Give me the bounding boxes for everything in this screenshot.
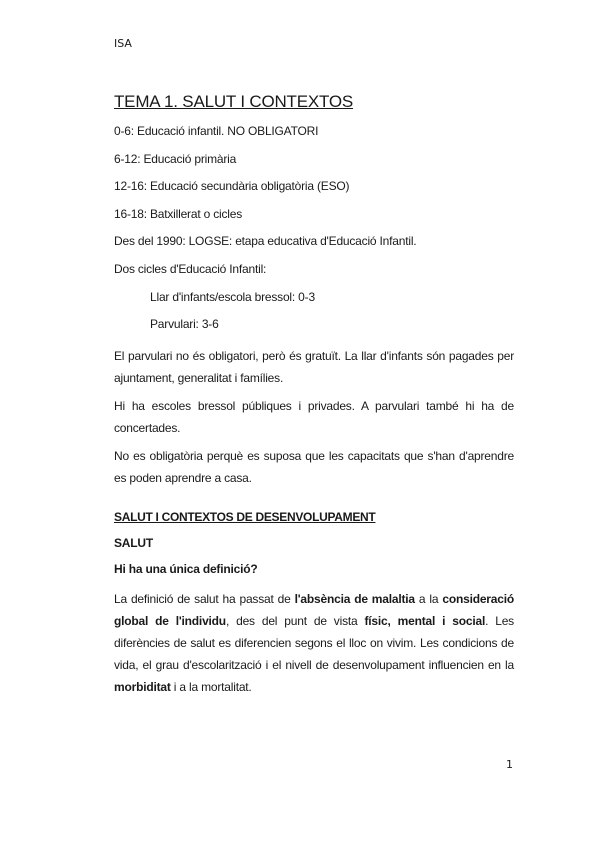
definition-text: . Les diferències de salut es diferencien segons el lloc on vivim. Les condicions de vida, el grau d'escolarització i el nivell de desenvolupament influencien en la (114, 613, 514, 672)
definition-text: , des del punt de vista (225, 613, 365, 628)
logse-line: Des del 1990: LOGSE: etapa educativa d'Educació Infantil. (114, 234, 417, 249)
definition-paragraph (114, 588, 514, 698)
stage-item: 12-16: Educació secundària obligatòria (ESO) (114, 179, 350, 194)
section-spacer (114, 495, 514, 510)
definition-bold: morbiditat (114, 679, 171, 694)
paragraph: Hi ha escoles bressol públiques i privades. A parvulari també hi ha de concertades. (114, 398, 514, 435)
definition-text: La definició de salut ha passat de (114, 591, 295, 606)
cycle-item: Llar d'infants/escola bressol: 0-3 (150, 289, 315, 304)
section-heading: SALUT I CONTEXTOS DE DESENVOLUPAMENT (114, 509, 376, 524)
stage-item: 16-18: Batxillerat o cicles (114, 206, 242, 221)
document-body (114, 92, 514, 704)
document-title: TEMA 1. SALUT I CONTEXTOS (114, 92, 354, 111)
stage-item: 0-6: Educació infantil. NO OBLIGATORI (114, 124, 319, 138)
definition-bold: l'absència de malaltia (294, 591, 415, 606)
stage-item: 6-12: Educació primària (114, 151, 237, 166)
cycles-intro: Dos cicles d'Educació Infantil: (114, 261, 267, 276)
definition-text: i a la mortalitat. (170, 679, 252, 694)
subsection-heading: SALUT (114, 535, 153, 550)
definition-bold: consideració global de l'individu (114, 591, 514, 628)
paragraph: El parvulari no és obligatori, però és gratuït. La llar d'infants són pagades per ajuntament, generalitat i famílies. (114, 348, 514, 385)
question-heading: Hi ha una única definició? (114, 561, 258, 576)
page-number: 1 (506, 758, 513, 771)
definition-bold: físic, mental i social (364, 613, 486, 628)
cycle-item: Parvulari: 3-6 (150, 317, 219, 332)
definition-text: a la (414, 591, 443, 606)
page-header-author: ISA (114, 37, 132, 50)
paragraph: No es obligatòria perquè es suposa que les capacitats que s'han d'aprendre es poden aprendre a casa. (114, 448, 514, 485)
